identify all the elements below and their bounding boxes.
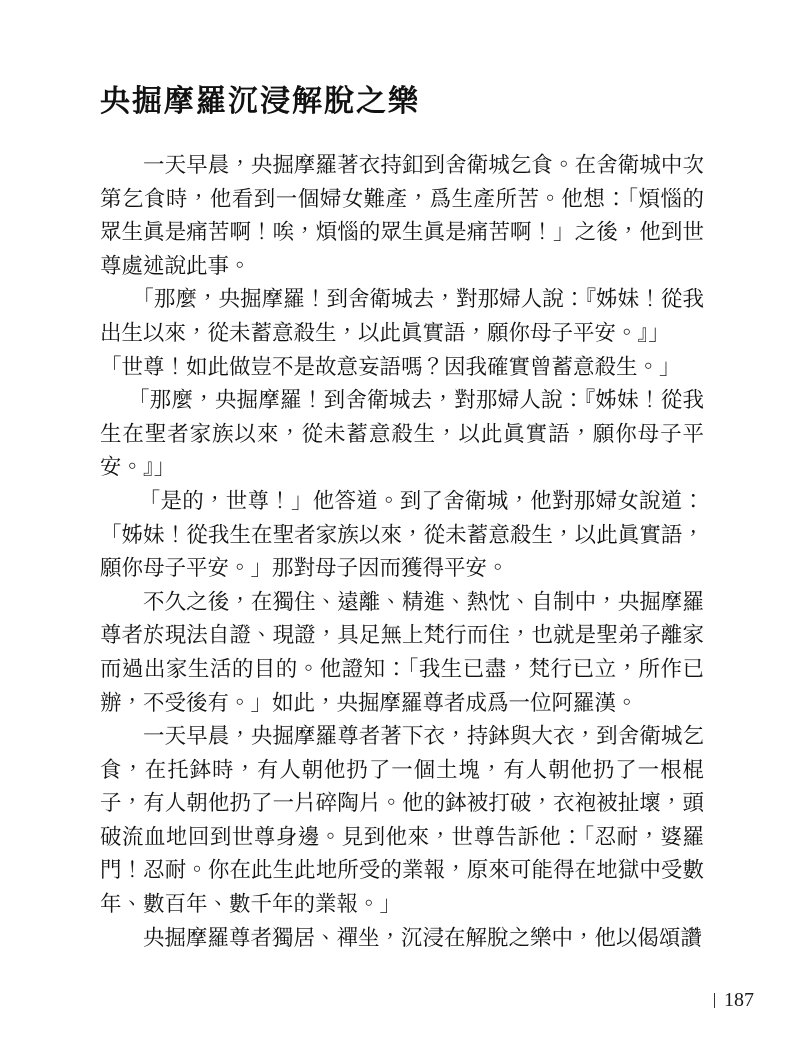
- paragraph: 不久之後，在獨住、遠離、精進、熱忱、自制中，央掘摩羅尊者於現法自證、現證，具足無上梵行而住，也就是聖弟子離家而過出家生活的目的。他證知：「我生已盡，梵行已立，所作已辦，不受後有。」如此，央掘摩羅尊者成爲一位阿羅漢。: [100, 589, 704, 715]
- folio-separator-rule: [714, 993, 715, 1008]
- text-block: [100, 149, 704, 955]
- paragraph: 一天早晨，央掘摩羅著衣持釦到舍衛城乞食。在舍衛城中次第乞食時，他看到一個婦女難產，爲生產所苦。他想：「煩惱的眾生眞是痛苦啊！唉，煩惱的眾生眞是痛苦啊！」之後，他到世尊處述說此事。: [100, 153, 704, 278]
- paragraph: 一天早晨，央掘摩羅尊者著下衣，持鉢與大衣，到舍衛城乞食，在托鉢時，有人朝他扔了一個土塊，有人朝他扔了一根棍子，有人朝他扔了一片碎陶片。他的鉢被打破，衣袍被扯壞，頭破流血地回到世尊身邊。見到他來，世尊告訴他：「忍耐，婆羅門！忍耐。你在此生此地所受的業報，原來可能得在地獄中受數年、數百年、數千年的業報。」: [100, 724, 704, 917]
- page-footer: [714, 989, 754, 1012]
- paragraph: 「是的，世尊！」他答道。到了舍衛城，他對那婦女說道：「姊妹！從我生在聖者家族以來，從未蓄意殺生，以此眞實語，願你母子平安。」那對母子因而獲得平安。: [100, 488, 704, 581]
- chapter-title: 央掘摩羅沉浸解脫之樂: [100, 85, 420, 118]
- paragraph: 「那麼，央掘摩羅！到舍衛城去，對那婦人說：『姊妹！從我出生以來，從未蓄意殺生，以此眞實語，願你母子平安。』」: [100, 287, 704, 345]
- page-number: 187: [724, 989, 754, 1011]
- paragraph: 「世尊！如此做豈不是故意妄語嗎？因我確實曾蓄意殺生。」: [100, 354, 681, 379]
- paragraph: 「那麼，央掘摩羅！到舍衛城去，對那婦人說：『姊妹！從我生在聖者家族以來，從未蓄意殺生，以此眞實語，願你母子平安。』」: [100, 388, 704, 480]
- paragraph: 央掘摩羅尊者獨居、禪坐，沉浸在解脫之樂中，他以偈頌讚: [143, 925, 703, 950]
